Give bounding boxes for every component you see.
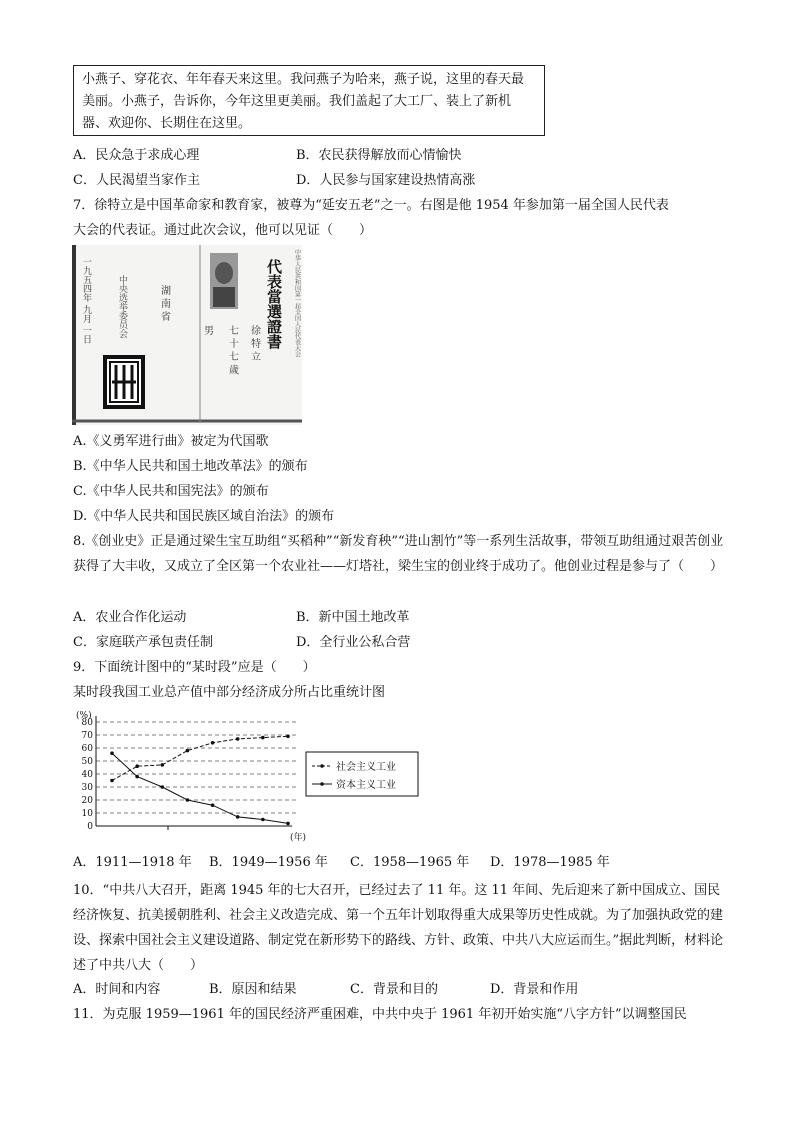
data-point xyxy=(261,736,265,740)
certificate-sex: 男 xyxy=(201,325,213,335)
y-tick-label: 60 xyxy=(81,744,93,754)
poem-box xyxy=(73,65,545,136)
data-point xyxy=(211,741,215,745)
data-point xyxy=(211,803,215,807)
data-point xyxy=(160,763,164,767)
q6-option-a[interactable]: A．民众急于求成心理 xyxy=(73,148,200,163)
q11-stem: 11．为克服 1959—1961 年的国民经济严重困难，中共中央于 1961 年初开始实施“八字方针”以调整国民 xyxy=(73,1007,687,1022)
q7-stem-line2: 大会的代表证。通过此次会议，他可以见证（ ） xyxy=(73,223,373,238)
certificate-title: 代表當選證書 xyxy=(265,259,283,349)
chart-caption: 某时段我国工业总产值中部分经济成分所占比重统计图 xyxy=(73,685,386,700)
x-axis-label: (年) xyxy=(290,833,307,843)
legend-label: 社会主义工业 xyxy=(336,762,396,773)
data-point xyxy=(236,815,240,819)
delegate-certificate-image xyxy=(72,245,302,425)
certificate-date: 一九五四年 九月 一日 xyxy=(81,257,91,344)
y-tick-label: 0 xyxy=(87,822,93,832)
data-point xyxy=(110,751,114,755)
q10-option-d[interactable]: D．背景和作用 xyxy=(490,982,579,997)
y-tick-label: 80 xyxy=(81,718,93,728)
y-tick-label: 10 xyxy=(81,809,93,819)
line-chart xyxy=(68,708,428,848)
q8-option-b[interactable]: B．新中国土地改革 xyxy=(296,610,410,625)
q8-stem: 8.《创业史》正是通过梁生宝互助组“买稻种”“新发育秧”“进山割竹”等一系列生活故事，带领互助组通过艰苦创业获得了大丰收，又成立了全区第一个农业社——灯塔社，梁生宝的创业终于成功了。他创业过程是参与了（ ） xyxy=(73,534,724,574)
legend-label: 资本主义工业 xyxy=(336,780,396,791)
q7-option-c[interactable]: C.《中华人民共和国宪法》的颁布 xyxy=(73,484,269,499)
q7-option-a[interactable]: A.《义勇军进行曲》被定为代国歌 xyxy=(73,434,269,449)
q9-option-b[interactable]: B．1949—1956 年 xyxy=(209,855,328,870)
data-point xyxy=(160,785,164,789)
data-point xyxy=(135,764,139,768)
data-point xyxy=(135,775,139,779)
q9-option-a[interactable]: A．1911—1918 年 xyxy=(73,855,192,870)
data-point xyxy=(261,818,265,822)
data-point xyxy=(186,798,190,802)
y-axis-label: (%) xyxy=(76,711,92,721)
certificate-age: 七 十 七 歲 xyxy=(226,325,238,375)
data-point xyxy=(110,779,114,783)
q7-option-d[interactable]: D.《中华人民共和国民族区域自治法》的颁布 xyxy=(73,509,335,524)
q9-option-d[interactable]: D．1978—1985 年 xyxy=(490,855,610,870)
legend-marker xyxy=(320,782,324,786)
q10-option-a[interactable]: A．时间和内容 xyxy=(73,982,161,997)
certificate-committee: 中央选举委员会 xyxy=(117,275,127,338)
legend-marker xyxy=(320,764,324,768)
y-tick-label: 40 xyxy=(81,770,93,780)
y-tick-label: 20 xyxy=(81,796,93,806)
q10-stem: 10．“中共八大召开，距离 1945 年的七大召开，已经过去了 11 年。这 11 年间、先后迎来了新中国成立、国民经济恢复、抗美援朝胜利、社会主义改造完成、第一个五年计划取得重大成果等历史性成就。为了加强执政党的建设、探索中国社会主义建设道路、制定党在新形势下的路线、方针、政策、中共八大应运而生。”据此判断，材料论述了中共八大（ ） xyxy=(73,883,724,973)
y-tick-label: 50 xyxy=(81,757,93,767)
q6-option-b[interactable]: B．农民获得解放而心情愉快 xyxy=(296,148,462,163)
data-point xyxy=(186,749,190,753)
q8-option-d[interactable]: D．全行业公私合营 xyxy=(296,635,411,650)
q6-option-d[interactable]: D．人民参与国家建设热情高涨 xyxy=(296,173,476,188)
q7-stem-line1: 7．徐特立是中国革命家和教育家，被尊为“延安五老”之一。右图是他 1954 年参加第一届全国人民代表 xyxy=(73,198,669,213)
q9-stem: 9．下面统计图中的“某时段”应是（ ） xyxy=(73,660,316,675)
certificate-name: 徐 特 立 xyxy=(248,325,260,362)
certificate-header: 中华人民共和国第一届全国人民代表大会 xyxy=(293,249,301,357)
certificate-electoral-unit: 湖 南 省 xyxy=(158,285,170,322)
q8-option-c[interactable]: C．家庭联产承包责任制 xyxy=(73,635,213,650)
q10-option-b[interactable]: B．原因和结果 xyxy=(209,982,297,997)
q10-option-c[interactable]: C．背景和目的 xyxy=(350,982,438,997)
q8-option-a[interactable]: A．农业合作化运动 xyxy=(73,610,187,625)
q6-option-c[interactable]: C．人民渴望当家作主 xyxy=(73,173,200,188)
q9-option-c[interactable]: C．1958—1965 年 xyxy=(350,855,470,870)
poem-text: 小燕子、穿花衣、年年春天来这里。我问燕子为哈来，燕子说，这里的春天最美丽。小燕子，告诉你，今年这里更美丽。我们盖起了大工厂、装上了新机器、欢迎你、长期住在这里。 xyxy=(82,72,525,131)
data-point xyxy=(286,735,290,739)
data-point xyxy=(236,737,240,741)
y-tick-label: 30 xyxy=(81,783,93,793)
q7-option-b[interactable]: B.《中华人民共和国土地改革法》的颁布 xyxy=(73,459,308,474)
y-tick-label: 70 xyxy=(81,731,93,741)
data-point xyxy=(286,822,290,826)
